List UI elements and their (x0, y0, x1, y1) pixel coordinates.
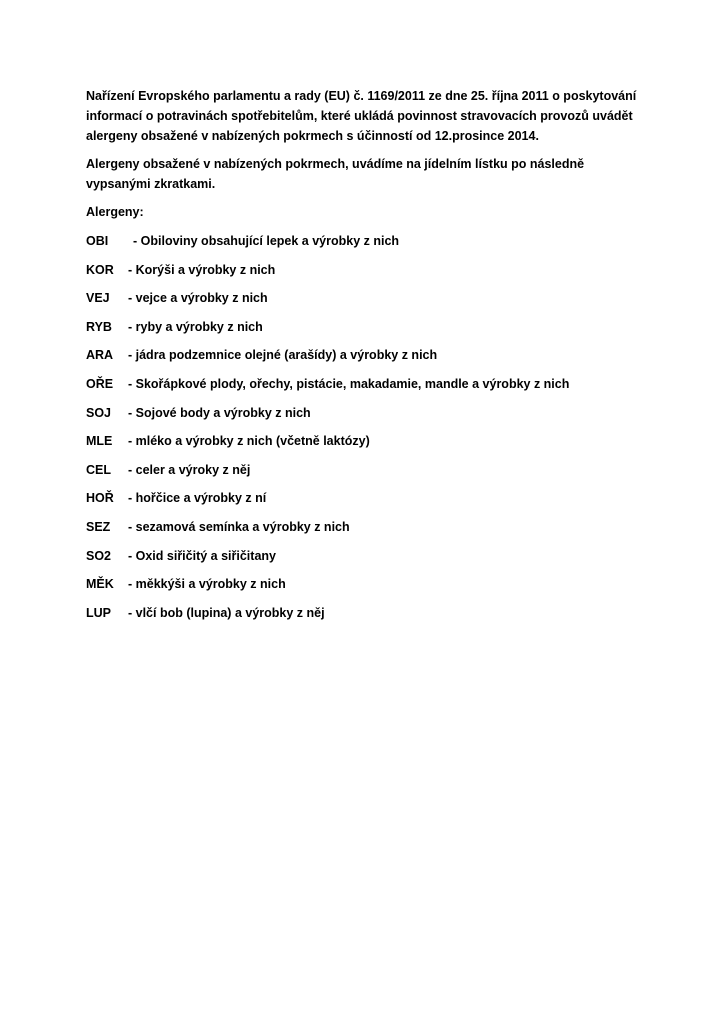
regulation-paragraph: Nařízení Evropského parlamentu a rady (EU) č. 1169/2011 ze dne 25. října 2011 o poskytování informací o potravinách spotřebitelům, které ukládá povinnost stravovacích provozů uvádět alergeny obsažené v nabízených pokrmech s účinností od 12.prosince 2014. (86, 89, 637, 143)
allergen-code: CEL (86, 462, 111, 477)
allergen-row-lup (86, 603, 646, 632)
allergen-row-obi (86, 231, 646, 260)
allergen-description: - Oxid siřičitý a siřičitany (128, 548, 276, 563)
allergen-description: - měkkýši a výrobky z nich (128, 577, 286, 592)
allergen-description: - vlčí bob (lupina) a výrobky z něj (128, 605, 325, 620)
allergen-row-ryb (86, 317, 646, 346)
allergen-code: MLE (86, 434, 113, 449)
allergen-row-vej (86, 288, 646, 317)
allergen-description: - vejce a výrobky z nich (128, 291, 268, 306)
allergens-heading: Alergeny: (86, 205, 144, 219)
allergen-description: - sezamová semínka a výrobky z nich (128, 519, 350, 534)
allergen-code: SO2 (86, 548, 112, 563)
allergen-row-mle (86, 431, 646, 460)
allergen-code: LUP (86, 605, 111, 620)
allergen-description: - Korýši a výrobky z nich (128, 262, 276, 277)
allergen-description: - Skořápkové plody, ořechy, pistácie, makadamie, mandle a výrobky z nich (128, 376, 570, 391)
allergen-code: SEZ (86, 519, 111, 534)
allergen-code: VEJ (86, 291, 110, 306)
allergen-description: - ryby a výrobky z nich (128, 319, 263, 334)
allergen-list (86, 231, 646, 631)
allergen-description: - celer a výroky z něj (128, 462, 251, 477)
allergen-description: - hořčice a výrobky z ní (128, 491, 267, 506)
allergen-description: - mléko a výrobky z nich (včetně laktózy) (128, 434, 370, 449)
allergen-row-ara (86, 345, 646, 374)
allergen-row-hor (86, 488, 646, 517)
abbreviation-note: Alergeny obsažené v nabízených pokrmech, uvádíme na jídelním lístku po následně vypsanými zkratkami. (86, 157, 585, 191)
allergen-description: - jádra podzemnice olejné (arašídy) a výrobky z nich (128, 348, 438, 363)
allergen-code: MĚK (86, 577, 114, 592)
allergen-code: RYB (86, 319, 112, 334)
document-page (86, 86, 646, 631)
allergen-row-ore (86, 374, 646, 403)
allergen-row-kor (86, 260, 646, 289)
allergen-row-cel (86, 460, 646, 489)
allergen-code: OBI (86, 234, 109, 248)
allergen-row-so2 (86, 546, 646, 575)
allergen-code: ARA (86, 348, 114, 363)
allergen-code: SOJ (86, 405, 112, 420)
allergen-description: - Sojové body a výrobky z nich (128, 405, 311, 420)
allergen-description: - Obiloviny obsahující lepek a výrobky z nich (133, 234, 400, 248)
allergen-code: KOR (86, 262, 114, 277)
allergen-row-mek (86, 574, 646, 603)
allergen-row-sez (86, 517, 646, 546)
allergen-code: HOŘ (86, 491, 114, 506)
allergen-row-soj (86, 403, 646, 432)
allergen-code: OŘE (86, 376, 114, 391)
